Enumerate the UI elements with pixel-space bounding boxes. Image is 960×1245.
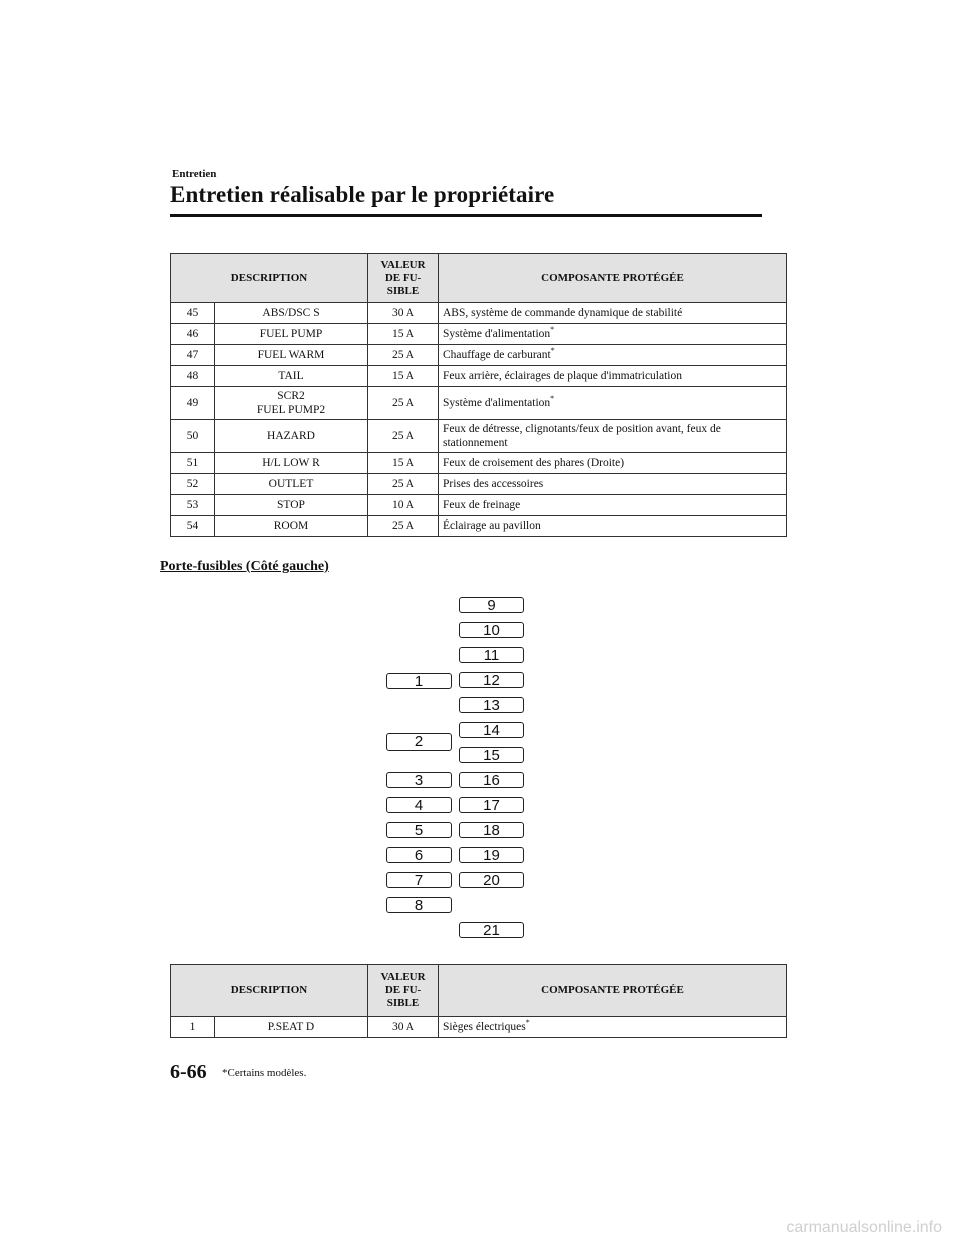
protected-component: Feux de croisement des phares (Droite) bbox=[439, 453, 787, 474]
fuse-slot: 16 bbox=[459, 772, 524, 788]
protected-component: Feux de freinage bbox=[439, 495, 787, 516]
fuse-slot: 15 bbox=[459, 747, 524, 763]
table-row bbox=[171, 303, 787, 324]
fuse-slot: 21 bbox=[459, 922, 524, 938]
fuse-number: 1 bbox=[171, 1017, 215, 1038]
protected-component: Feux de détresse, clignotants/feux de position avant, feux de stationnement bbox=[439, 420, 787, 453]
fuse-slot: 3 bbox=[386, 772, 452, 788]
footnote-asterisk: * bbox=[550, 394, 555, 404]
fuse-slot: 13 bbox=[459, 697, 524, 713]
fuse-rating: 15 A bbox=[368, 453, 439, 474]
fuse-description: ROOM bbox=[215, 516, 368, 537]
table-row bbox=[171, 474, 787, 495]
fuse-rating: 15 A bbox=[368, 366, 439, 387]
table-row bbox=[171, 366, 787, 387]
fuse-slot: 5 bbox=[386, 822, 452, 838]
fuse-number: 45 bbox=[171, 303, 215, 324]
fuse-description: STOP bbox=[215, 495, 368, 516]
fuse-number: 46 bbox=[171, 324, 215, 345]
fuse-table-left bbox=[170, 964, 787, 1038]
fuse-slot: 7 bbox=[386, 872, 452, 888]
fuse-rating: 10 A bbox=[368, 495, 439, 516]
fuse-number: 53 bbox=[171, 495, 215, 516]
protected-component: Système d'alimentation* bbox=[439, 324, 787, 345]
header-value: VALEUR DE FU- SIBLE bbox=[368, 965, 439, 1017]
fuse-holder-heading: Porte-fusibles (Côté gauche) bbox=[160, 559, 329, 574]
section-label: Entretien bbox=[172, 168, 217, 180]
fuse-rating: 25 A bbox=[368, 474, 439, 495]
fuse-slot: 4 bbox=[386, 797, 452, 813]
fuse-table-right bbox=[170, 253, 787, 537]
fuse-description: FUEL WARM bbox=[215, 345, 368, 366]
fuse-description: TAIL bbox=[215, 366, 368, 387]
fuse-rating: 25 A bbox=[368, 345, 439, 366]
title-rule bbox=[170, 214, 762, 217]
fuse-description: ABS/DSC S bbox=[215, 303, 368, 324]
table-row bbox=[171, 324, 787, 345]
fuse-slot: 12 bbox=[459, 672, 524, 688]
fuse-slot: 11 bbox=[459, 647, 524, 663]
footnote-asterisk: * bbox=[525, 1018, 530, 1028]
table-row bbox=[171, 495, 787, 516]
fuse-description: OUTLET bbox=[215, 474, 368, 495]
fuse-slot: 1 bbox=[386, 673, 452, 689]
fuse-slot: 14 bbox=[459, 722, 524, 738]
fuse-rating: 25 A bbox=[368, 516, 439, 537]
fuse-slot: 17 bbox=[459, 797, 524, 813]
fuse-slot: 9 bbox=[459, 597, 524, 613]
fuse-slot: 19 bbox=[459, 847, 524, 863]
fuse-description: SCR2 FUEL PUMP2 bbox=[215, 387, 368, 420]
fuse-description: FUEL PUMP bbox=[215, 324, 368, 345]
fuse-slot: 8 bbox=[386, 897, 452, 913]
footnote: *Certains modèles. bbox=[222, 1067, 307, 1079]
protected-component: Prises des accessoires bbox=[439, 474, 787, 495]
page-number: 6-66 bbox=[170, 1061, 207, 1083]
watermark: carmanualsonline.info bbox=[786, 1219, 942, 1236]
table-row bbox=[171, 345, 787, 366]
fuse-number: 52 bbox=[171, 474, 215, 495]
header-description: DESCRIPTION bbox=[171, 254, 368, 303]
fuse-description: H/L LOW R bbox=[215, 453, 368, 474]
fuse-description: HAZARD bbox=[215, 420, 368, 453]
protected-component: Éclairage au pavillon bbox=[439, 516, 787, 537]
fuse-rating: 30 A bbox=[368, 1017, 439, 1038]
fuse-slot: 6 bbox=[386, 847, 452, 863]
protected-component: Système d'alimentation* bbox=[439, 387, 787, 420]
footnote-asterisk: * bbox=[550, 346, 555, 356]
header-value: VALEUR DE FU- SIBLE bbox=[368, 254, 439, 303]
header-description: DESCRIPTION bbox=[171, 965, 368, 1017]
protected-component: Feux arrière, éclairages de plaque d'immatriculation bbox=[439, 366, 787, 387]
fuse-rating: 25 A bbox=[368, 420, 439, 453]
fuse-slot: 18 bbox=[459, 822, 524, 838]
page-title: Entretien réalisable par le propriétaire bbox=[170, 182, 555, 207]
table-row bbox=[171, 387, 787, 420]
footnote-asterisk: * bbox=[550, 325, 555, 335]
fuse-number: 47 bbox=[171, 345, 215, 366]
fuse-number: 54 bbox=[171, 516, 215, 537]
fuse-slot: 10 bbox=[459, 622, 524, 638]
fuse-rating: 30 A bbox=[368, 303, 439, 324]
fuse-number: 49 bbox=[171, 387, 215, 420]
protected-component: Sièges électriques* bbox=[439, 1017, 787, 1038]
table-row bbox=[171, 420, 787, 453]
table-row bbox=[171, 453, 787, 474]
fuse-slot: 20 bbox=[459, 872, 524, 888]
protected-component: Chauffage de carburant* bbox=[439, 345, 787, 366]
fuse-number: 50 bbox=[171, 420, 215, 453]
header-component: COMPOSANTE PROTÉGÉE bbox=[439, 254, 787, 303]
header-component: COMPOSANTE PROTÉGÉE bbox=[439, 965, 787, 1017]
protected-component: ABS, système de commande dynamique de stabilité bbox=[439, 303, 787, 324]
fuse-rating: 25 A bbox=[368, 387, 439, 420]
fuse-description: P.SEAT D bbox=[215, 1017, 368, 1038]
table-row bbox=[171, 1017, 787, 1038]
fuse-number: 48 bbox=[171, 366, 215, 387]
fuse-number: 51 bbox=[171, 453, 215, 474]
fuse-slot: 2 bbox=[386, 733, 452, 751]
table-row bbox=[171, 516, 787, 537]
fuse-rating: 15 A bbox=[368, 324, 439, 345]
